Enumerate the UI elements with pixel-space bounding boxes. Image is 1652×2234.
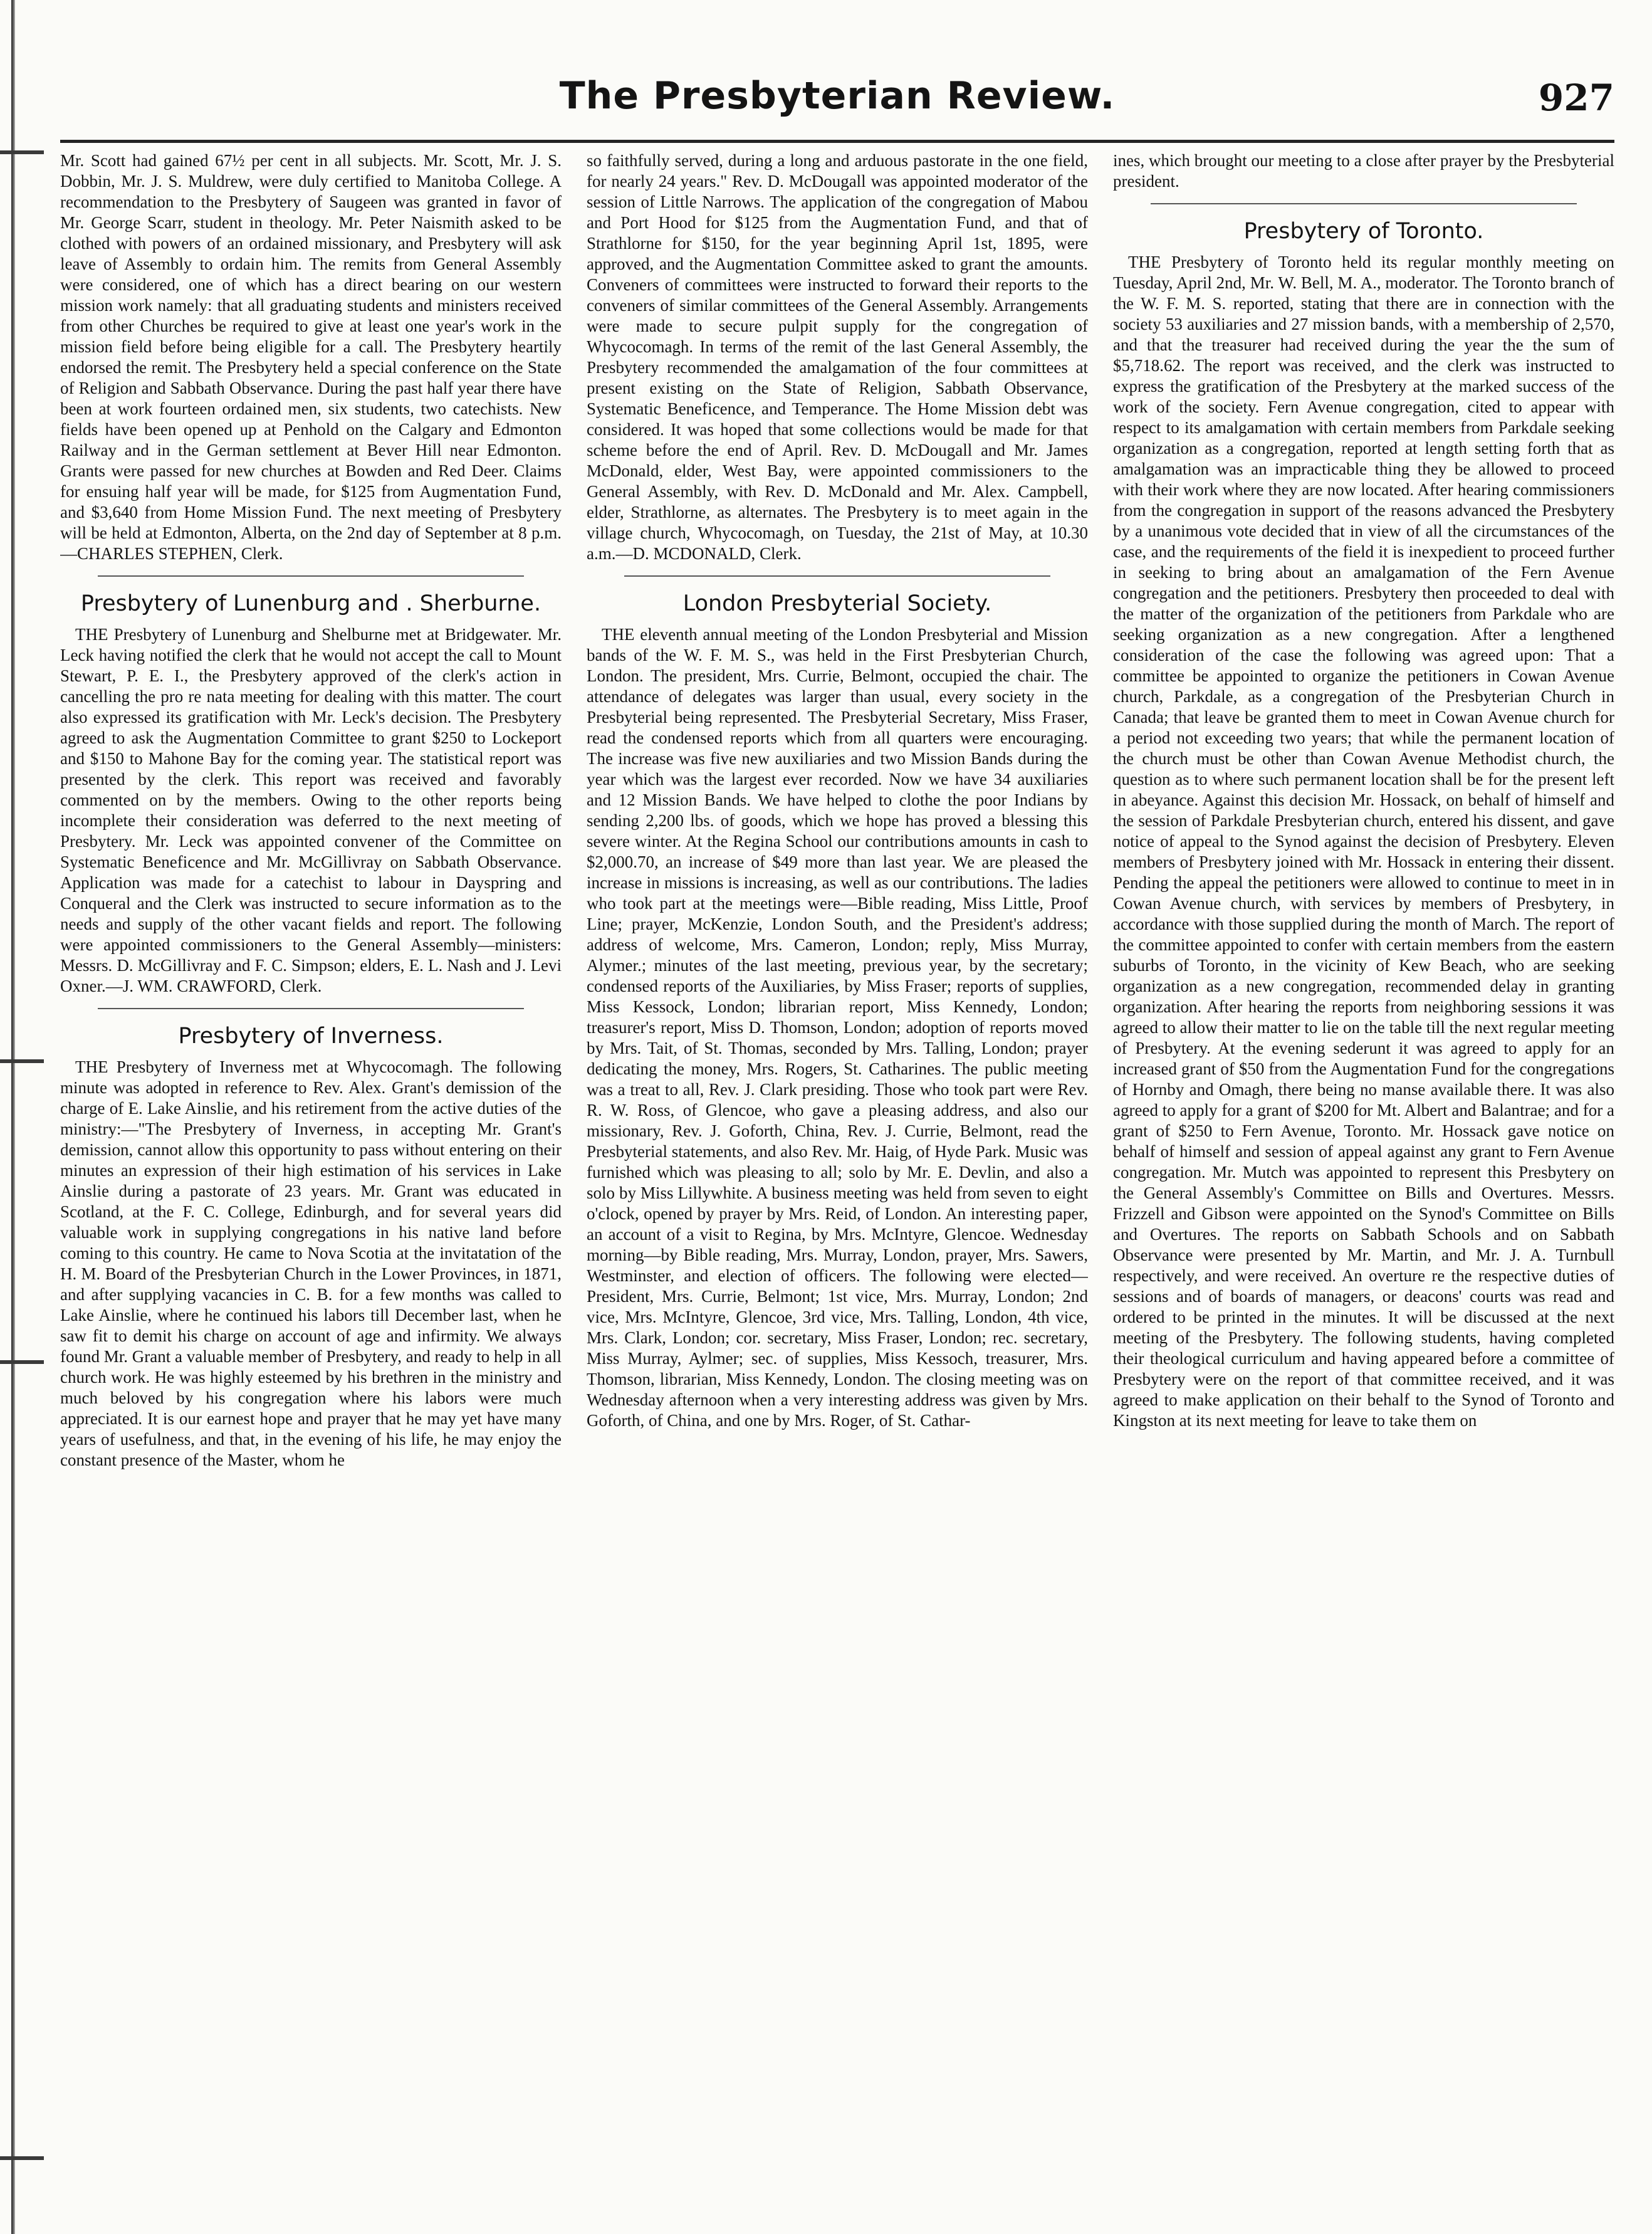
- masthead: [60, 74, 1614, 143]
- article-paragraph: THE Presbytery of Toronto held its regular monthly meeting on Tuesday, April 2nd, Mr. W. Bell, M. A., moderator. The Toronto branch of the W. F. M. S. reported, stating that there are in connection with the society 53 auxiliaries and 27 mission bands, with a membership of 2,570, and that the treasurer had received during the year the the sum of $5,718.62. The report was received, and the clerk was instructed to express the gratification of the Presbytery at the marked success of the work of the society. Fern Avenue congregation, cited to appear with respect to its amalgamation with certain members from Parkdale seeking organization as a congregation, reported at length setting forth that as amalgamation was an impracticable thing they be allowed to proceed with their work where they are now located. After hearing commissioners from the congregation in support of the reasons advanced the Presbytery by a unanimous vote decided that in view of all the circumstances of the case, and the requirements of the field it is inexpedient to proceed further in seeking to bring about an amalgamation of the Fern Avenue congregation and the petitioners. Presbytery then proceeded to deal with the matter of the organization of the petitioners from Parkdale who are seeking organization as a new congregation. After a lengthened consideration of the case the following was agreed upon: That a committee be appointed to organize the petitioners in Cowan Avenue church, Parkdale, as a congregation of the Presbyterian Church in Canada; that leave be granted them to meet in Cowan Avenue church for a period not exceeding two years; that while the permanent location of the church must be other than Cowan Avenue Methodist church, the question as to where such permanent location shall be for the present left in abeyance. Against this decision Mr. Hossack, on behalf of himself and the session of Parkdale Presbyterian church, entered his dissent, and gave notice of appeal to the Synod against the decision of Presbytery. Eleven members of Presbytery joined with Mr. Hossack in entering their dissent. Pending the appeal the petitioners were allowed to continue to meet in in Cowan Avenue church, with services by members of Presbytery, in accordance with those supplied during the month of March. The report of the committee appointed to confer with certain members from the eastern suburbs of Toronto, in the vicinity of Kew Beach, who are seeking organization as a new congregation, recommended delay in granting organization. After hearing the reports from neighboring sessions it was agreed to allow their matter to lie on the table till the next regular meeting of Presbytery. At the evening sederunt it was agreed to apply for an increased grant of $50 from the Augmentation Fund for the congregations of Hornby and Omagh, there being no manse available there. It was also agreed to apply for a grant of $200 for Mt. Albert and Balantrae; and for a grant of $250 to Fern Avenue, Toronto. Mr. Hossack gave notice on behalf of himself and session of appeal against any grant to Fern Avenue congregation. Mr. Mutch was appointed to represent this Presbytery on the General Assembly's Committee on Bills and Overtures. Messrs. Frizzell and Gibson were appointed on the Synod's Committee on Bills and Overtures. The reports on Sabbath Schools and on Sabbath Observance were presented by Mr. Martin, and Mr. J. A. Turnbull respectively, and were received. An overture re the respective duties of sessions and of boards of managers, or deacons' courts was read and ordered to be printed in the minutes. It will be discussed at the next meeting of the Presbytery. The following students, having completed their theological curriculum and having appeared before a committee of Presbytery were on the report of that committee received, and it was agreed to make application on their behalf to the Synod of Toronto and Kingston at its next meeting for leave to take them on: [1113, 253, 1614, 1430]
- page-number: 927: [1538, 76, 1614, 119]
- section-heading: Presbytery of Toronto.: [1243, 219, 1484, 244]
- article-paragraph: Mr. Scott had gained 67½ per cent in all subjects. Mr. Scott, Mr. J. S. Dobbin, Mr. J. S. Muldrew, were duly certified to Manitoba College. A recommendation to the Presbytery of Saugeen was granted in favor of Mr. George Scarr, student in theology. Mr. Peter Naismith asked to be clothed with powers of an ordained missionary, and Presbytery will ask leave of Assembly to ordain him. The remits from General Assembly were considered, one of which has a direct bearing on our western mission work namely: that all graduating students and ministers received from other Churches be required to give at least one year's work in the mission field before being eligible for a call. The Presbytery heartily endorsed the remit. The Presbytery held a special conference on the State of Religion and Sabbath Observance. During the past half year there have been at work fourteen ordained men, six students, two catechists. New fields have been opened up at Penhold on the Calgary and Edmonton Railway and in the German settlement at Bever Hill near Edmonton. Grants were passed for new churches at Bowden and Red Deer. Claims for ensuing half year will be made, for $125 from Augmentation Fund, and $3,640 from Home Mission Fund. The next meeting of Presbytery will be held at Edmonton, Alberta, on the 2nd day of September at 8 p.m.—CHARLES STEPHEN, Clerk.: [60, 151, 562, 563]
- binding-tick: [0, 1059, 44, 1063]
- section-heading: London Presbyterial Society.: [682, 591, 992, 616]
- section-rule: [98, 575, 524, 577]
- section-rule: [98, 1008, 524, 1009]
- article-paragraph: so faithfully served, during a long and arduous pastorate in the one field, for nearly 24 years." Rev. D. McDougall was appointed moderator of the session of Little Narrows. The application of the congregation of Mabou and Port Hood for $125 from the Augmentation Fund, and that of Strathlorne for $150, for the year beginning April 1st, 1895, were approved, and the Augmentation Committee asked to grant the amounts. Conveners of committees were instructed to forward their reports to the conveners of similar committees of the General Assembly. Arrangements were made to secure pulpit supply for the congregation of Whycocomagh. In terms of the remit of the last General Assembly, the Presbytery recommended the amalgamation of the four committees at present existing on the State of Religion, Sabbath Observance, Systematic Beneficence, and Temperance. The Home Mission debt was considered. It was hoped that some collections would be made for that scheme before the end of April. Rev. D. McDougall and Mr. James McDonald, elder, West Bay, were appointed commissioners to the General Assembly, with Rev. D. McDonald and Mr. Alex. Campbell, elder, Strathlorne, as alternates. The Presbytery is to meet again in the village church, Whycocomagh, on Tuesday, the 21st of May, at 10.30 a.m.—D. MCDONALD, Clerk.: [587, 151, 1088, 563]
- column-2: [587, 150, 1088, 2213]
- publication-title: The Presbyterian Review.: [559, 74, 1116, 118]
- section-heading: Presbytery of Inverness.: [178, 1024, 444, 1049]
- binding-tick: [0, 2156, 44, 2160]
- column-3: [1113, 150, 1614, 2213]
- section-rule: [1151, 203, 1577, 204]
- article-paragraph: THE eleventh annual meeting of the London Presbyterial and Mission bands of the W. F. M. S., was held in the First Presbyterian Church, London. The president, Mrs. Currie, Belmont, occupied the chair. The attendance of delegates was larger than usual, every society in the Presbyterial being represented. The Presbyterial Secretary, Miss Fraser, read the condensed reports which from all quarters were encouraging. The increase was five new auxiliaries and two Mission Bands during the year which was the largest ever recorded. Now we have 34 auxiliaries and 12 Mission Bands. We have helped to clothe the poor Indians by sending 2,200 lbs. of goods, which we hope has proved a blessing this severe winter. At the Regina School our contributions amounts in cash to $2,000.70, an increase of $49 more than last year. We are pleased the increase in missions is increasing, as well as our contributions. The ladies who took part at the meetings were—Bible reading, Miss Little, Proof Line; prayer, McKenzie, London South, and the President's address; address of welcome, Mrs. Cameron, London; reply, Miss Murray, Alymer.; minutes of the last meeting, previous year, by the secretary; condensed reports of the Auxiliaries, by Miss Fraser; reports of supplies, Miss Kessock, London; librarian report, Miss Kennedy, London; treasurer's report, Miss D. Thomson, London; adoption of reports moved by Mrs. Tait, of St. Thomas, seconded by Mrs. Talling, London; prayer dedicating the money, Mrs. Rogers, St. Catharines. The public meeting was a treat to all, Rev. J. Clark presiding. Those who took part were Rev. R. W. Ross, of Glencoe, who gave a pleasing address, and also our missionary, Rev. J. Goforth, China, Rev. J. Currie, Belmont, read the Presbyterial statements, and also Rev. Mr. Haig, of Hyde Park. Music was furnished which was pleasing to all; solo by Mr. E. Devlin, and also a solo by Miss Lillywhite. A business meeting was held from seven to eight o'clock, opened by prayer by Mrs. Reid, of London. An interesting paper, an account of a visit to Regina, by Mrs. McIntyre, Glencoe. Wednesday morning—by Bible reading, Mrs. Murray, London, prayer, Mrs. Sawers, Westminster, and election of officers. The following were elected—President, Mrs. Currie, Belmont; 1st vice, Mrs. Murray, London; 2nd vice, Mrs. McIntyre, Glencoe, 3rd vice, Mrs. Talling, London, 4th vice, Mrs. Clark, London; cor. secretary, Miss Fraser, London; rec. secretary, Miss Murray, Aylmer; sec. of supplies, Miss Kessoch, treasurer, Mrs. Thomson, librarian, Miss Kennedy, London. The closing meeting was on Wednesday afternoon when a very interesting address was given by Mrs. Goforth, of China, and one by Mrs. Roger, of St. Cathar-: [587, 625, 1088, 1430]
- binding-tick: [0, 150, 44, 154]
- article-columns: [60, 150, 1614, 2213]
- binding-tick: [0, 1360, 44, 1364]
- article-paragraph: ines, which brought our meeting to a close after prayer by the Presbyterial president.: [1113, 151, 1614, 191]
- section-rule: [624, 575, 1050, 577]
- article-paragraph: THE Presbytery of Lunenburg and Shelburne met at Bridgewater. Mr. Leck having notified the clerk that he would not accept the call to Mount Stewart, P. E. I., the Presbytery approved of the clerk's action in cancelling the pro re nata meeting for dealing with this matter. The court also expressed its gratification with Mr. Leck's decision. The Presbytery agreed to ask the Augmentation Committee to grant $250 to Lockeport and $150 to Mahone Bay for the coming year. The statistical report was presented by the clerk. This report was received and favorably commented on by the members. Owing to the other reports being incomplete their consideration was deferred to the next meeting of Presbytery. Mr. Leck was appointed convener of the Committee on Systematic Beneficence and Mr. McGillivray on Sabbath Observance. Application was made for a catechist to labour in Dayspring and Conqueral and the Clerk was instructed to secure information as to the needs and supply of the other vacant fields and report. The following were appointed commissioners to the General Assembly—ministers: Messrs. D. McGillivray and F. C. Simpson; elders, E. L. Nash and J. Levi Oxner.—J. WM. CRAWFORD, Clerk.: [60, 625, 562, 995]
- section-heading: Presbytery of Lunenburg and . Sherburne.: [80, 591, 541, 616]
- article-paragraph: THE Presbytery of Inverness met at Whycocomagh. The following minute was adopted in reference to Rev. Alex. Grant's demission of the charge of E. Lake Ainslie, and his retirement from the active duties of the ministry:—"The Presbytery of Inverness, in accepting Mr. Grant's demission, cannot allow this opportunity to pass without entering on their minutes an expression of their high estimation of his services in Lake Ainslie during a pastorate of 23 years. Mr. Grant was educated in Scotland, at the F. C. College, Edinburgh, and for several years did valuable work in supplying congregations in his native land before coming to this country. He came to Nova Scotia at the invitatation of the H. M. Board of the Presbyterian Church in the Lower Provinces, in 1871, and after supplying vacancies in C. B. for a few months was called to Lake Ainslie, where he continued his labors till December last, when he saw fit to demit his charge on account of age and infirmity. We always found Mr. Grant a valuable member of Presbytery, and ready to help in all church work. He was highly esteemed by his brethren in the ministry and much beloved by his congregation where his labors were much appreciated. It is our earnest hope and prayer that he may yet have many years of usefulness, and that, in the evening of his life, he may enjoy the constant presence of the Master, whom he: [60, 1057, 562, 1469]
- column-1: [60, 150, 562, 2213]
- binding-spine: [11, 0, 15, 2234]
